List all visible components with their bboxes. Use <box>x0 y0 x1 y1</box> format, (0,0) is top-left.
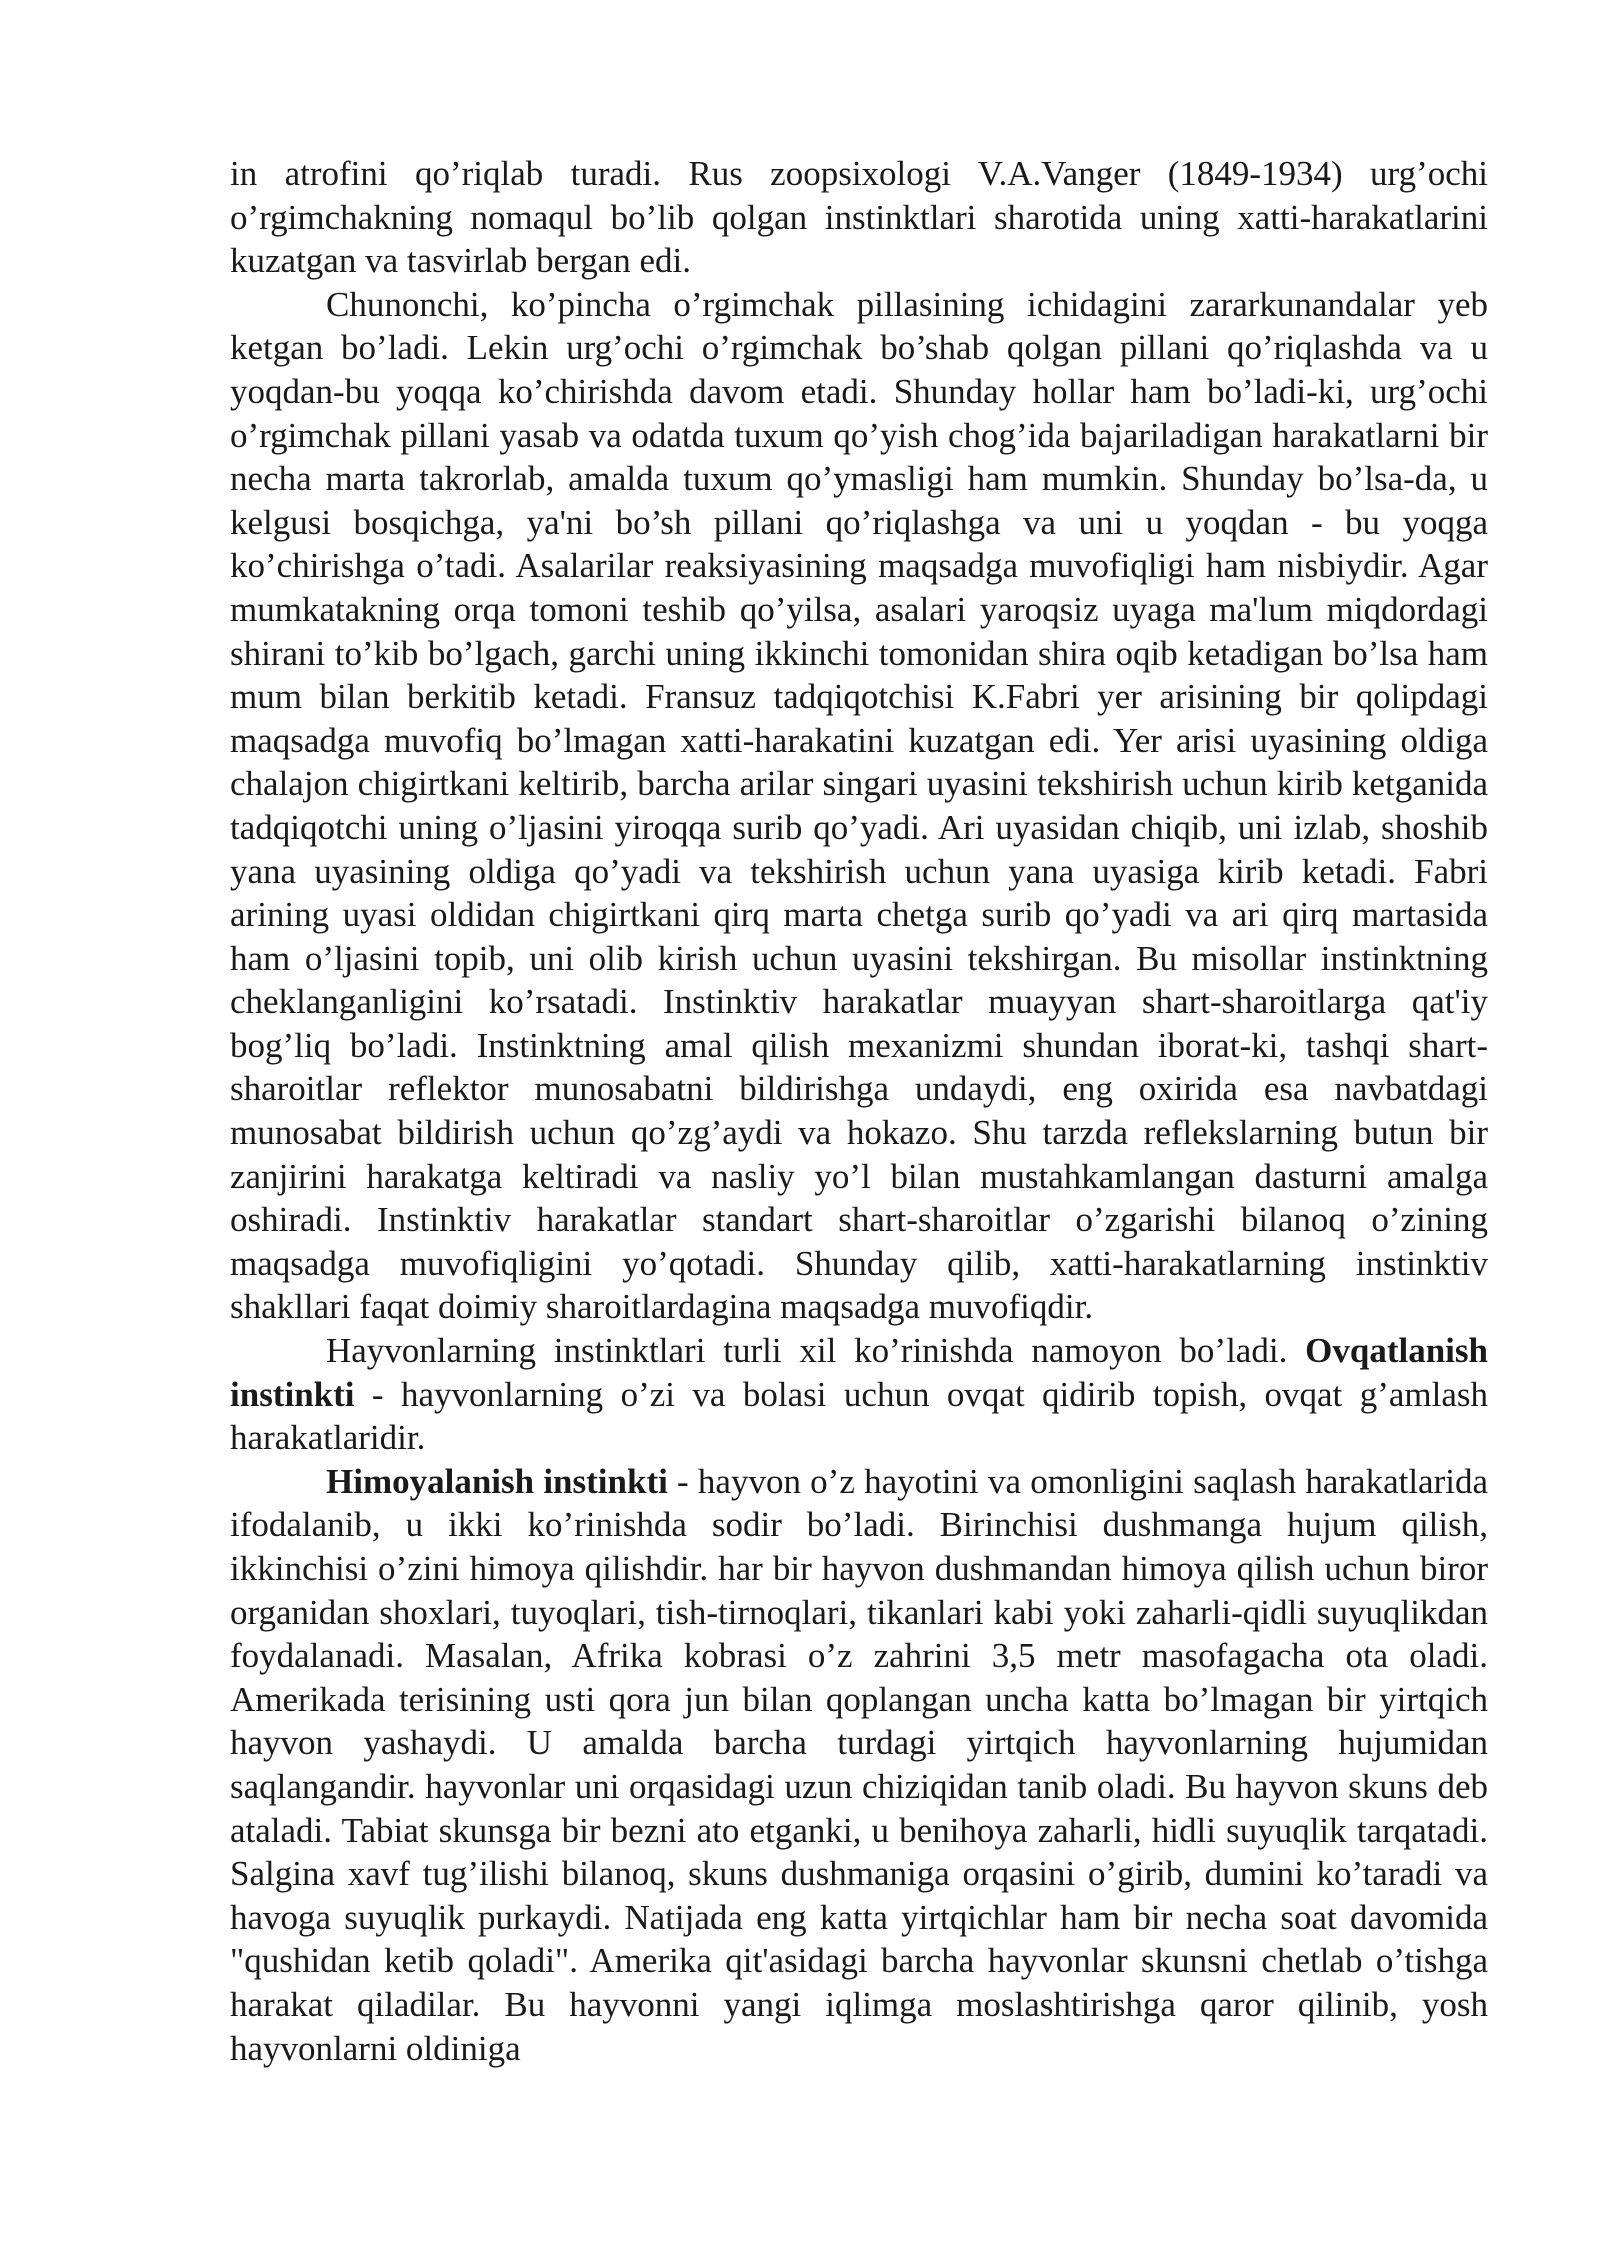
term-himoyalanish-instinkti: Himoyalanish instinkti <box>326 1461 668 1501</box>
term-ovqatlanish-instinkti: Ovqatlanish instinkti <box>230 1331 1488 1414</box>
paragraph-4-definition: - hayvon o’z hayotini va omonligini saqlash harakatlarida ifodalanib, u ikki ko’rinishda sodir bo’ladi. Birinchisi dushmanga hujum qilish, ikkinchisi o’zini himoya qilishdir. har bir hayvon dushmandan himoya qilish uchun biror organidan shoxlari, tuyoqlari, tish-tirnoqlari, tikanlari kabi yoki zaharli-qidli suyuqlikdan foydalanadi. Masalan, Afrika kobrasi o’z zahrini 3,5 metr masofagacha ota oladi. Amerikada terisining usti qora jun bilan qoplangan uncha katta bo’lmagan bir yirtqich hayvon yashaydi. U amalda barcha turdagi yirtqich hayvonlarning hujumidan saqlangandir. hayvonlar uni orqasidagi uzun chiziqidan tanib oladi. Bu hayvon skuns deb ataladi. Tabiat skunsga bir bezni ato etganki, u benihoya zaharli, hidli suyuqlik tarqatadi. Salgina xavf tug’ilishi bilanoq, skuns dushmaniga orqasini o’girib, dumini ko’taradi va havoga suyuqlik purkaydi. Natijada eng katta yirtqichlar ham bir necha soat davomida "qushidan ketib qoladi". Amerika qit'asidagi barcha hayvonlar skunsni chetlab o’tishga harakat qiladilar. Bu hayvonni yangi iqlimga moslashtirishga qaror qilinib, yosh hayvonlarni oldiniga <box>230 1461 1488 2068</box>
paragraph-3 <box>230 1329 1488 1460</box>
document-page <box>230 152 1488 2070</box>
paragraph-4 <box>230 1460 1488 2070</box>
paragraph-3-lead-text: Hayvonlarning instinktlari turli xil ko’rinishda namoyon bo’ladi. <box>326 1331 1306 1371</box>
paragraph-2: Chunonchi, ko’pincha o’rgimchak pillasining ichidagini zararkunandalar yeb ketgan bo’ladi. Lekin urg’ochi o’rgimchak bo’shab qolgan pillani qo’riqlashda va u yoqdan-bu yoqqa ko’chirishda davom etadi. Shunday hollar ham bo’ladi-ki, urg’ochi o’rgimchak pillani yasab va odatda tuxum qo’yish chog’ida bajariladigan harakatlarni bir necha marta takrorlab, amalda tuxum qo’ymasligi ham mumkin. Shunday bo’lsa-da, u kelgusi bosqichga, ya'ni bo’sh pillani qo’riqlashga va uni u yoqdan - bu yoqga ko’chirishga o’tadi. Asalarilar reaksiyasining maqsadga muvofiqligi ham nisbiydir. Agar mumkatakning orqa tomoni teshib qo’yilsa, asalari yaroqsiz uyaga ma'lum miqdordagi shirani to’kib bo’lgach, garchi uning ikkinchi tomonidan shira oqib ketadigan bo’lsa ham mum bilan berkitib ketadi. Fransuz tadqiqotchisi K.Fabri yer arisining bir qolipdagi maqsadga muvofiq bo’lmagan xatti-harakatini kuzatgan edi. Yer arisi uyasining oldiga chalajon chigirtkani keltirib, barcha arilar singari uyasini tekshirish uchun kirib ketganida tadqiqotchi uning o’ljasini yiroqqa surib qo’yadi. Ari uyasidan chiqib, uni izlab, shoshib yana uyasining oldiga qo’yadi va tekshirish uchun yana uyasiga kirib ketadi. Fabri arining uyasi oldidan chigirtkani qirq marta chetga surib qo’yadi va ari qirq martasida ham o’ljasini topib, uni olib kirish uchun uyasini tekshirgan. Bu misollar instinktning cheklanganligini ko’rsatadi. Instinktiv harakatlar muayyan shart-sharoitlarga qat'iy bog’liq bo’ladi. Instinktning amal qilish mexanizmi shundan iborat-ki, tashqi shart-sharoitlar reflektor munosabatni bildirishga undaydi, eng oxirida esa navbatdagi munosabat bildirish uchun qo’zg’aydi va hokazo. Shu tarzda reflekslarning butun bir zanjirini harakatga keltiradi va nasliy yo’l bilan mustahkamlangan dasturni amalga oshiradi. Instinktiv harakatlar standart shart-sharoitlar o’zgarishi bilanoq o’zining maqsadga muvofiqligini yo’qotadi. Shunday qilib, xatti-harakatlarning instinktiv shakllari faqat doimiy sharoitlardagina maqsadga muvofiqdir. <box>230 284 1488 1327</box>
paragraph-1: in atrofini qo’riqlab turadi. Rus zoopsixologi V.A.Vanger (1849-1934) urg’ochi o’rgimchakning nomaqul bo’lib qolgan instinktlari sharotida uning xatti-harakatlarini kuzatgan va tasvirlab bergan edi. <box>230 154 1488 281</box>
paragraph-3-definition: - hayvonlarning o’zi va bolasi uchun ovqat qidirib topish, ovqat g’amlash harakatlaridir. <box>230 1374 1488 1458</box>
